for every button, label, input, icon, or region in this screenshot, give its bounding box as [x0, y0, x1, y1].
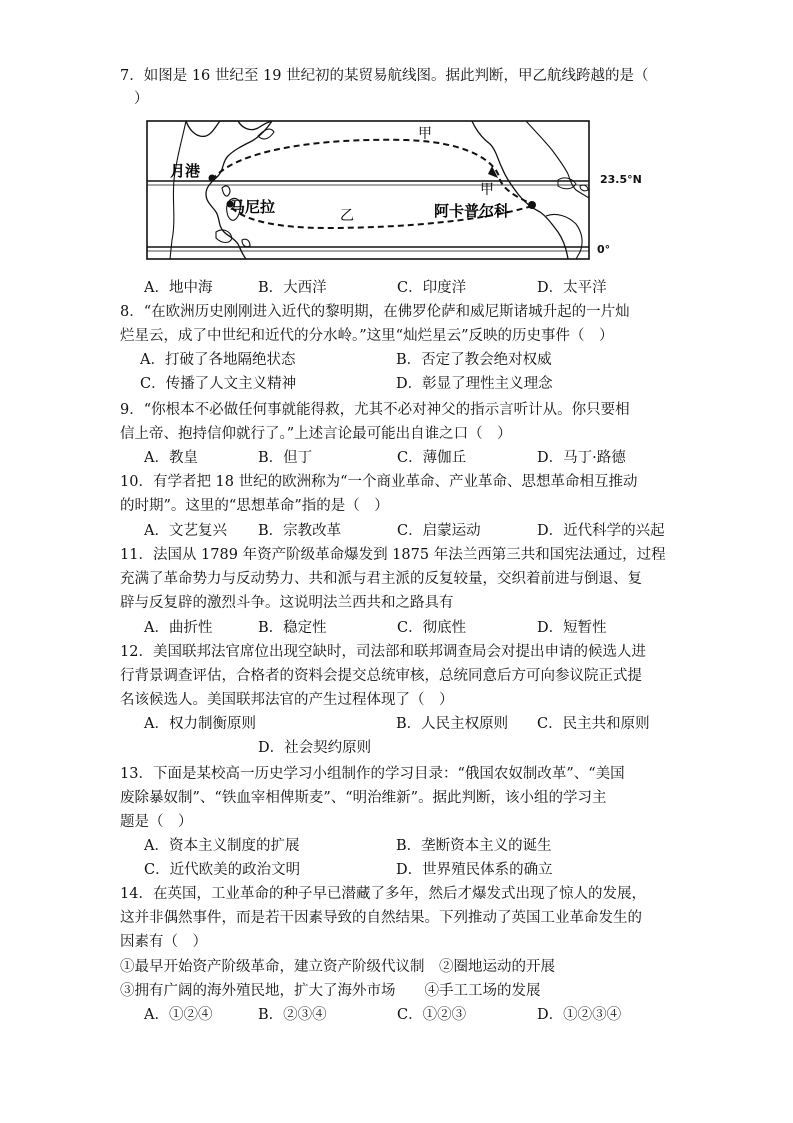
q13-stem-line-1: 13．下面是某校高一历史学习小组制作的学习目录：“俄国农奴制改革”、“美国 [120, 766, 625, 782]
q11-option-d: D．短暂性 [537, 620, 607, 636]
q7-option-b: B．大西洋 [258, 280, 327, 296]
q11-stem-line-3: 辟与反复辟的激烈斗争。这说明法兰西共和之路具有 [120, 595, 454, 611]
q7-option-c: C．印度洋 [397, 280, 467, 296]
map-frame [147, 121, 589, 259]
q10-option-a: A．文艺复兴 [144, 523, 227, 539]
q13-stem-line-3: 题是（ ） [120, 814, 193, 830]
q9-option-b: B．但丁 [258, 450, 313, 466]
q9-option-c: C．薄伽丘 [397, 450, 467, 466]
q7-stem-line-1: 7．如图是 16 世纪至 19 世纪初的某贸易航线图。据此判断，甲乙航线跨越的是（ [120, 68, 649, 84]
q9-stem-line-1: 9．“你根本不必做任何事就能得救，尤其不必对神父的指示言听计从。你只要相 [120, 402, 630, 418]
label-manila: 马尼拉 [230, 198, 276, 216]
q14-item-line-2: ③拥有广阔的海外殖民地，扩大了海外市场 ④手工工场的发展 [120, 983, 541, 999]
q13-option-a: A．资本主义制度的扩展 [144, 838, 300, 854]
q8-option-b: B．否定了教会绝对权威 [396, 352, 552, 368]
q12-option-c: C．民主共和原则 [537, 716, 650, 732]
q14-stem-line-3: 因素有（ ） [120, 934, 207, 950]
yuegang-port-dot [209, 175, 216, 182]
q11-option-c: C．彻底性 [397, 620, 467, 636]
q12-option-d: D．社会契约原则 [258, 740, 372, 756]
q13-option-b: B．垄断资本主义的诞生 [396, 838, 552, 854]
q14-option-d: D．①②③④ [537, 1007, 622, 1023]
q14-option-b: B．②③④ [258, 1007, 327, 1023]
q14-option-a: A．①②④ [144, 1007, 213, 1023]
q7-option-a: A．地中海 [144, 280, 213, 296]
q8-option-c: C．传播了人文主义精神 [140, 376, 297, 392]
q9-option-a: A．教皇 [144, 450, 198, 466]
q8-option-d: D．彰显了理性主义理念 [396, 376, 553, 392]
q7-stem-line-2: ） [134, 91, 149, 107]
q14-stem-line-2: 这并非偶然事件，而是若干因素导致的自然结果。下列推动了英国工业革命发生的 [120, 910, 642, 926]
q12-option-a: A．权力制衡原则 [144, 716, 256, 732]
q8-stem-line-2: 烂星云，成了中世纪和近代的分水岭。”这里“灿烂星云”反映的历史事件（ ） [120, 328, 614, 344]
q10-option-d: D．近代科学的兴起 [537, 523, 665, 539]
q12-stem-line-1: 12．美国联邦法官席位出现空缺时，司法部和联邦调查局会对提出申请的候选人进 [120, 644, 646, 660]
q11-option-b: B．稳定性 [258, 620, 327, 636]
label-yi: 乙 [340, 208, 354, 224]
q13-option-d: D．世界殖民体系的确立 [396, 862, 553, 878]
label-jia-top: 甲 [418, 126, 432, 142]
q9-stem-line-2: 信上帝、抱持信仰就行了。”上述言论最可能出自谁之口（ ） [120, 426, 512, 442]
q7-option-d: D．太平洋 [537, 280, 607, 296]
q10-option-c: C．启蒙运动 [397, 523, 481, 539]
acapulco-port-dot [528, 201, 536, 209]
q11-option-a: A．曲折性 [144, 620, 213, 636]
q12-option-b: B．人民主权原则 [396, 716, 509, 732]
q10-option-b: B．宗教改革 [258, 523, 342, 539]
q12-stem-line-3: 名该候选人。美国联邦法官的产生过程体现了（ ） [120, 692, 454, 708]
q13-stem-line-2: 废除暴奴制”、“铁血宰相俾斯麦”、“明治维新”。据此判断，该小组的学习主 [120, 790, 607, 806]
q12-stem-line-2: 行背景调查评估，合格者的资料会提交总统审核，总统同意后方可向参议院正式提 [120, 668, 642, 684]
q14-item-line-1: ①最早开始资产阶级革命，建立资产阶级代议制 ②圈地运动的开展 [120, 959, 555, 975]
q8-option-a: A．打破了各地隔绝状态 [140, 352, 296, 368]
q14-option-c: C．①②③ [397, 1007, 467, 1023]
label-lat-tropic: 23.5°N [600, 173, 642, 186]
q14-stem-line-1: 14．在英国，工业革命的种子早已潜藏了多年，然后才爆发式出现了惊人的发展， [120, 886, 646, 902]
label-lat-equator: 0° [597, 243, 611, 256]
trade-route-map [146, 120, 598, 263]
q9-option-d: D．马丁·路德 [537, 450, 626, 466]
q8-stem-line-1: 8．“在欧洲历史刚刚进入近代的黎明期，在佛罗伦萨和威尼斯诸城升起的一片灿 [120, 304, 630, 320]
q13-option-c: C．近代欧美的政治文明 [144, 862, 301, 878]
q11-stem-line-2: 充满了革命势力与反动势力、共和派与君主派的反复较量，交织着前进与倒退、复 [120, 571, 642, 587]
label-acapulco: 阿卡普尔科 [434, 202, 510, 220]
label-jia-mid: 甲 [480, 182, 494, 198]
q10-stem-line-2: 的时期”。这里的“思想革命”指的是（ ） [120, 498, 389, 514]
label-yuegang: 月港 [170, 162, 201, 180]
q11-stem-line-1: 11．法国从 1789 年资产阶级革命爆发到 1875 年法兰西第三共和国宪法通过，过程 [120, 547, 666, 563]
q10-stem-line-1: 10．有学者把 18 世纪的欧洲称为“一个商业革命、产业革命、思想革命相互推动 [120, 474, 638, 490]
